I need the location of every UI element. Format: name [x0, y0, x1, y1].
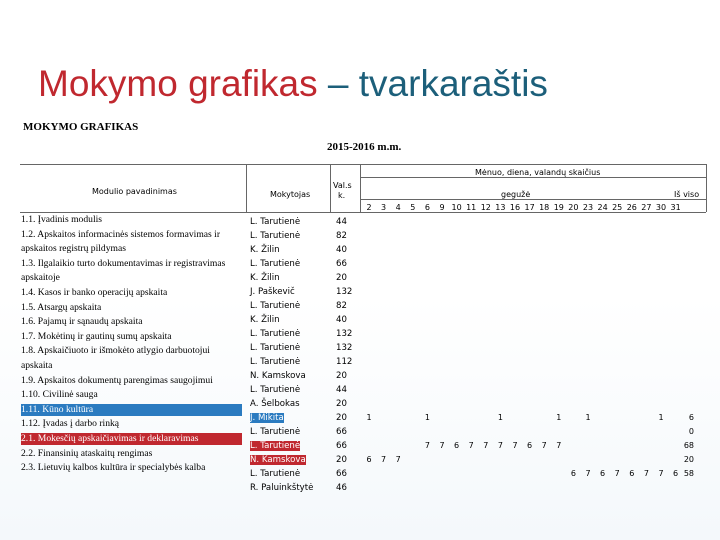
schedule-cell: 7: [585, 469, 591, 478]
day-header: 12: [480, 203, 491, 212]
col-divider-calendar: [360, 164, 361, 212]
header-month: gegužė: [501, 190, 531, 199]
schedule-cell: 6: [629, 469, 635, 478]
teacher-name: K. Žilin: [250, 245, 280, 255]
module-row-highlight: 2.1. Mokesčių apskaičiavimas ir deklaravimas: [21, 433, 242, 445]
module-row: 1.3. Ilgalaikio turto dokumentavimas ir registravimas: [21, 257, 226, 269]
schedule-cell: 1: [556, 413, 562, 422]
module-row: 1.9. Apskaitos dokumentų parengimas saugojimui: [21, 374, 213, 386]
day-header: 30: [655, 203, 667, 212]
teacher-name: J. Paškevič: [250, 287, 295, 297]
schedule-cell: 7: [483, 441, 489, 450]
day-header: 10: [451, 203, 462, 212]
hours-value: 20: [336, 273, 347, 283]
header-hours-line1: Val.s: [333, 181, 352, 190]
teacher-name: L. Tarutienė: [250, 259, 301, 269]
module-row: apskaita: [21, 360, 53, 371]
day-header: 27: [641, 203, 652, 212]
module-row: 1.1. Įvadinis modulis: [21, 214, 103, 225]
header-teacher: Mokytojas: [270, 190, 311, 199]
document-year: 2015-2016 m.m.: [327, 141, 402, 153]
module-row: 1.7. Mokėtinų ir gautinų sumų apskaita: [21, 330, 172, 342]
schedule-cell: 7: [381, 455, 387, 464]
title-dash: –: [317, 63, 359, 104]
day-header: 23: [582, 203, 594, 212]
row-total: 20: [683, 455, 694, 464]
schedule-cell: 7: [614, 469, 620, 478]
table-top-border: [20, 164, 706, 165]
row-total: 58: [683, 469, 694, 478]
schedule-cell: 7: [497, 441, 503, 450]
hours-value: 112: [336, 357, 353, 367]
col-divider-teacher: [246, 164, 247, 212]
schedule-cell: 6: [600, 469, 606, 478]
hours-value: 82: [336, 301, 347, 311]
schedule-cell: 1: [366, 413, 372, 422]
module-row: 2.2. Finansinių ataskaitų rengimas: [21, 447, 153, 459]
day-header: 2: [366, 203, 372, 212]
teacher-name: L. Tarutienė: [250, 385, 301, 395]
schedule-cell: 7: [468, 441, 474, 450]
day-header: 18: [539, 203, 550, 212]
table-right-border: [706, 164, 707, 212]
hours-value: 40: [336, 315, 347, 325]
header-module-name: Modulio pavadinimas: [92, 187, 177, 196]
schedule-cell: 6: [673, 469, 679, 478]
module-row: 1.10. Civilinė sauga: [21, 389, 98, 401]
hours-value: 66: [336, 259, 347, 269]
hours-value: 20: [336, 399, 347, 409]
teacher-name: L. Tarutienė: [250, 329, 301, 339]
hours-value: 44: [336, 217, 347, 227]
module-row: 2.3. Lietuvių kalbos kultūra ir specialybės kalba: [21, 462, 206, 474]
schedule-cell: 7: [512, 441, 518, 450]
day-header: 5: [410, 203, 416, 212]
module-row: 1.6. Pajamų ir sąnaudų apskaita: [21, 316, 143, 328]
schedule-cell: 7: [556, 441, 562, 450]
hours-value: 46: [336, 483, 347, 493]
title-part-1: Mokymo grafikas: [38, 63, 318, 104]
row-total: 0: [688, 427, 694, 436]
teacher-name: L. Tarutienė: [250, 301, 301, 311]
teacher-name: L. Tarutienė: [250, 343, 301, 353]
document-heading: MOKYMO GRAFIKAS: [23, 121, 139, 133]
teacher-name: N. Kamskova: [250, 455, 306, 465]
teacher-name: K. Žilin: [250, 273, 280, 283]
day-header: 24: [597, 203, 608, 212]
teacher-name: L. Tarutienė: [250, 357, 301, 367]
day-header: 9: [439, 203, 445, 212]
module-row: 1.4. Kasos ir banko operacijų apskaita: [21, 287, 168, 298]
day-header: 3: [381, 203, 387, 212]
day-header: 17: [524, 203, 535, 212]
schedule-cell: 1: [424, 413, 430, 422]
module-row: 1.8. Apskaičiuoto ir išmokėto atlygio darbuotojui: [21, 345, 210, 357]
day-header: 4: [395, 203, 401, 212]
day-header: 26: [626, 203, 637, 212]
hours-value: 132: [336, 343, 353, 353]
schedule-cell: 1: [585, 413, 591, 422]
hours-value: 66: [336, 441, 347, 451]
day-header: 6: [424, 203, 430, 212]
schedule-cell: 6: [454, 441, 460, 450]
hours-value: 44: [336, 385, 347, 395]
hours-value: 20: [336, 371, 347, 381]
schedule-cell: 1: [658, 413, 664, 422]
teacher-name: L. Tarutienė: [250, 427, 301, 437]
schedule-cell: 6: [527, 441, 533, 450]
title-part-2: tvarkaraštis: [358, 63, 548, 104]
hours-value: 132: [336, 287, 353, 297]
module-row: 1.5. Atsargų apskaita: [21, 301, 102, 313]
teacher-name: L. Tarutienė: [250, 217, 301, 227]
day-header: 20: [568, 203, 579, 212]
day-header: 11: [466, 203, 477, 212]
row-total: 6: [688, 413, 694, 422]
hours-value: 82: [336, 231, 347, 241]
module-row: 1.12. Įvadas į darbo rinką: [21, 418, 120, 430]
schedule-cell: 7: [395, 455, 401, 464]
module-row: 1.11. Kūno kultūra: [21, 404, 242, 416]
teacher-name: N. Kamskova: [250, 371, 306, 381]
calendar-header-divider: [360, 177, 706, 178]
teacher-name: L. Tarutienė: [250, 231, 301, 241]
day-header: 19: [553, 203, 564, 212]
hours-value: 20: [336, 413, 347, 423]
teacher-name: R. Paluinkštytė: [250, 483, 314, 493]
hours-value: 20: [336, 455, 347, 465]
schedule-cell: 7: [658, 469, 664, 478]
teacher-name: J. Mikita: [250, 413, 284, 423]
col-divider-hours: [330, 164, 331, 212]
module-row: apskaitos registrų pildymas: [21, 243, 126, 255]
hours-value: 132: [336, 329, 353, 339]
teacher-name: L. Tarutienė: [250, 441, 301, 451]
teacher-name: L. Tarutienė: [250, 469, 301, 479]
day-header: 16: [509, 203, 521, 212]
header-hours-line2: k.: [338, 191, 346, 200]
teacher-name: A. Šelbokas: [250, 399, 300, 409]
header-bottom-border: [20, 212, 706, 213]
module-row: apskaitoje: [21, 272, 60, 284]
schedule-cell: 6: [570, 469, 576, 478]
hours-value: 66: [336, 427, 347, 437]
schedule-cell: 1: [497, 413, 503, 422]
header-total: Iš viso: [674, 190, 700, 199]
day-header: 13: [495, 203, 506, 212]
row-total: 68: [683, 441, 694, 450]
schedule-cell: 6: [366, 455, 372, 464]
schedule-cell: 7: [424, 441, 430, 450]
schedule-cell: 7: [541, 441, 547, 450]
schedule-cell: 7: [643, 469, 649, 478]
day-header: 25: [612, 203, 623, 212]
hours-value: 66: [336, 469, 347, 479]
teacher-name: K. Žilin: [250, 315, 280, 325]
module-row: 1.2. Apskaitos informacinės sistemos formavimas ir: [21, 228, 221, 240]
day-header: 31: [670, 203, 681, 212]
hours-value: 40: [336, 245, 347, 255]
schedule-cell: 7: [439, 441, 445, 450]
month-row-divider: [360, 199, 706, 200]
header-calendar: Mėnuo, diena, valandų skaičius: [475, 168, 601, 177]
